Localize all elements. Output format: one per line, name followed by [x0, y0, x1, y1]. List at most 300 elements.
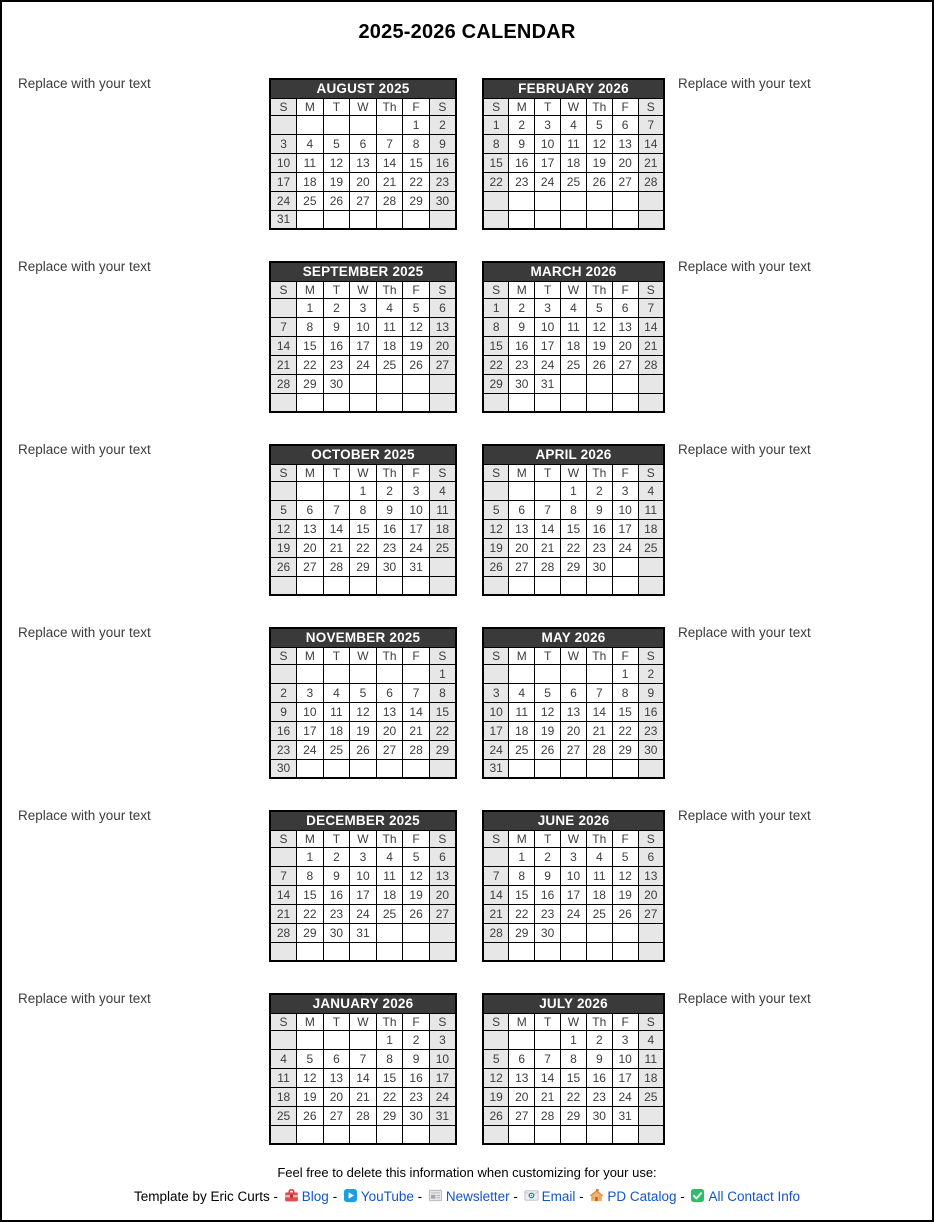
date-cell: 8: [403, 134, 430, 153]
day-header: F: [612, 281, 638, 298]
date-cell: 17: [350, 885, 377, 904]
day-header: W: [350, 1013, 377, 1030]
day-header: S: [638, 98, 664, 115]
day-header: S: [483, 464, 509, 481]
date-cell: [535, 1030, 561, 1049]
date-cell: 12: [270, 519, 297, 538]
date-cell: 17: [350, 336, 377, 355]
month-title: JANUARY 2026: [270, 994, 456, 1013]
date-cell: 26: [535, 740, 561, 759]
date-cell: 25: [297, 191, 324, 210]
date-cell: 3: [297, 683, 324, 702]
date-cell: [323, 115, 350, 134]
month-calendar: [482, 993, 665, 1145]
date-cell: 29: [561, 1106, 587, 1125]
date-cell: [638, 942, 664, 961]
date-cell: 8: [483, 134, 509, 153]
day-header: M: [509, 830, 535, 847]
date-cell: 19: [483, 1087, 509, 1106]
placeholder-text-left: Replace with your text: [18, 442, 151, 457]
date-cell: 3: [483, 683, 509, 702]
date-cell: [350, 576, 377, 595]
date-cell: [429, 374, 456, 393]
date-cell: [638, 374, 664, 393]
date-cell: 12: [483, 1068, 509, 1087]
date-cell: [561, 210, 587, 229]
date-cell: 19: [612, 885, 638, 904]
date-cell: 17: [483, 721, 509, 740]
date-cell: 5: [483, 500, 509, 519]
date-cell: 26: [483, 557, 509, 576]
day-header: T: [535, 1013, 561, 1030]
date-cell: 16: [638, 702, 664, 721]
date-cell: [350, 1030, 377, 1049]
date-cell: [561, 374, 587, 393]
date-cell: 10: [429, 1049, 456, 1068]
date-cell: [612, 759, 638, 778]
date-cell: 24: [535, 172, 561, 191]
date-cell: [297, 759, 324, 778]
date-cell: 29: [483, 374, 509, 393]
date-cell: 24: [429, 1087, 456, 1106]
date-cell: 18: [270, 1087, 297, 1106]
date-cell: 8: [612, 683, 638, 702]
date-cell: 20: [376, 721, 403, 740]
date-cell: 8: [297, 866, 324, 885]
date-cell: 20: [323, 1087, 350, 1106]
day-header: M: [297, 647, 324, 664]
date-cell: 14: [403, 702, 430, 721]
date-cell: 2: [535, 847, 561, 866]
date-cell: 26: [323, 191, 350, 210]
month-calendar: [482, 444, 665, 596]
date-cell: 11: [638, 1049, 664, 1068]
date-cell: 3: [561, 847, 587, 866]
date-cell: 19: [323, 172, 350, 191]
date-cell: 6: [323, 1049, 350, 1068]
date-cell: 25: [509, 740, 535, 759]
date-cell: 17: [561, 885, 587, 904]
month-title: APRIL 2026: [483, 445, 664, 464]
date-cell: 22: [403, 172, 430, 191]
date-cell: [297, 393, 324, 412]
date-cell: 6: [376, 683, 403, 702]
date-cell: [297, 664, 324, 683]
date-cell: [429, 1125, 456, 1144]
date-cell: 26: [403, 904, 430, 923]
date-cell: 2: [509, 298, 535, 317]
date-cell: 18: [429, 519, 456, 538]
date-cell: 11: [561, 134, 587, 153]
footer-link-pd-catalog[interactable]: PD Catalog: [607, 1189, 677, 1204]
date-cell: 18: [561, 336, 587, 355]
day-header: W: [561, 98, 587, 115]
date-cell: 10: [270, 153, 297, 172]
date-cell: 8: [561, 1049, 587, 1068]
date-cell: 21: [638, 336, 664, 355]
date-cell: 23: [509, 355, 535, 374]
date-cell: 20: [638, 885, 664, 904]
date-cell: [535, 1125, 561, 1144]
contact-check-icon: [690, 1188, 705, 1203]
date-cell: 22: [612, 721, 638, 740]
date-cell: 1: [297, 847, 324, 866]
calendar-row: [2, 993, 932, 1152]
month-calendar: [482, 627, 665, 779]
day-header: S: [429, 98, 456, 115]
date-cell: 23: [586, 1087, 612, 1106]
day-header: W: [350, 98, 377, 115]
date-cell: 31: [403, 557, 430, 576]
day-header: S: [270, 647, 297, 664]
date-cell: 30: [638, 740, 664, 759]
day-header: S: [638, 830, 664, 847]
date-cell: [429, 393, 456, 412]
month-calendar: [482, 261, 665, 413]
footer-link-youtube[interactable]: YouTube: [360, 1189, 414, 1204]
date-cell: 19: [586, 153, 612, 172]
date-cell: 30: [535, 923, 561, 942]
day-header: F: [612, 464, 638, 481]
day-header: F: [403, 830, 430, 847]
date-cell: 18: [509, 721, 535, 740]
date-cell: 12: [403, 866, 430, 885]
date-cell: 7: [270, 317, 297, 336]
date-cell: 5: [535, 683, 561, 702]
month-calendar: [269, 261, 457, 413]
date-cell: 16: [270, 721, 297, 740]
date-cell: 12: [586, 134, 612, 153]
date-cell: 18: [323, 721, 350, 740]
date-cell: [638, 759, 664, 778]
date-cell: [323, 1030, 350, 1049]
day-header: T: [323, 1013, 350, 1030]
date-cell: 11: [376, 866, 403, 885]
date-cell: [350, 393, 377, 412]
date-cell: 9: [509, 317, 535, 336]
date-cell: 17: [612, 1068, 638, 1087]
date-cell: 21: [270, 355, 297, 374]
date-cell: [612, 1125, 638, 1144]
date-cell: 1: [561, 1030, 587, 1049]
date-cell: 15: [509, 885, 535, 904]
date-cell: [323, 576, 350, 595]
date-cell: 6: [509, 500, 535, 519]
date-cell: 13: [297, 519, 324, 538]
date-cell: 20: [612, 336, 638, 355]
date-cell: [297, 481, 324, 500]
day-header: M: [297, 1013, 324, 1030]
date-cell: [535, 759, 561, 778]
footer-link-all-contact-info[interactable]: All Contact Info: [708, 1189, 801, 1204]
date-cell: [270, 942, 297, 961]
date-cell: [509, 481, 535, 500]
date-cell: 15: [483, 153, 509, 172]
date-cell: [429, 576, 456, 595]
date-cell: 25: [561, 172, 587, 191]
date-cell: 31: [350, 923, 377, 942]
date-cell: 13: [612, 317, 638, 336]
date-cell: 23: [535, 904, 561, 923]
day-header: S: [429, 281, 456, 298]
date-cell: 27: [297, 557, 324, 576]
day-header: F: [403, 647, 430, 664]
date-cell: 11: [376, 317, 403, 336]
date-cell: [561, 191, 587, 210]
date-cell: 16: [586, 1068, 612, 1087]
day-header: S: [270, 464, 297, 481]
date-cell: [509, 759, 535, 778]
date-cell: 6: [429, 847, 456, 866]
date-cell: 2: [509, 115, 535, 134]
date-cell: 31: [429, 1106, 456, 1125]
date-cell: 13: [561, 702, 587, 721]
date-cell: 26: [586, 355, 612, 374]
month-title: JUNE 2026: [483, 811, 664, 830]
date-cell: 17: [297, 721, 324, 740]
day-header: M: [509, 98, 535, 115]
date-cell: 30: [509, 374, 535, 393]
date-cell: [483, 210, 509, 229]
day-header: F: [403, 281, 430, 298]
date-cell: 1: [297, 298, 324, 317]
date-cell: [350, 374, 377, 393]
date-cell: [561, 1125, 587, 1144]
day-header: S: [638, 464, 664, 481]
date-cell: 25: [638, 538, 664, 557]
date-cell: 25: [638, 1087, 664, 1106]
date-cell: 17: [270, 172, 297, 191]
date-cell: 3: [403, 481, 430, 500]
day-header: M: [509, 647, 535, 664]
month-calendar: [269, 627, 457, 779]
date-cell: 8: [509, 866, 535, 885]
date-cell: 21: [586, 721, 612, 740]
date-cell: 1: [350, 481, 377, 500]
date-cell: 9: [586, 1049, 612, 1068]
day-header: Th: [586, 830, 612, 847]
day-header: S: [483, 1013, 509, 1030]
date-cell: [323, 1125, 350, 1144]
month-calendar: [482, 810, 665, 962]
date-cell: 20: [561, 721, 587, 740]
day-header: W: [350, 647, 377, 664]
date-cell: 17: [403, 519, 430, 538]
date-cell: 13: [429, 317, 456, 336]
day-header: Th: [586, 1013, 612, 1030]
date-cell: 18: [561, 153, 587, 172]
date-cell: 27: [561, 740, 587, 759]
date-cell: [509, 393, 535, 412]
date-cell: 27: [638, 904, 664, 923]
date-cell: 26: [483, 1106, 509, 1125]
date-cell: 29: [297, 923, 324, 942]
date-cell: [483, 1030, 509, 1049]
date-cell: [323, 942, 350, 961]
date-cell: 13: [323, 1068, 350, 1087]
date-cell: [376, 664, 403, 683]
date-cell: [483, 664, 509, 683]
date-cell: 4: [638, 481, 664, 500]
date-cell: 13: [350, 153, 377, 172]
date-cell: 25: [429, 538, 456, 557]
date-cell: 6: [561, 683, 587, 702]
date-cell: [612, 191, 638, 210]
date-cell: 30: [403, 1106, 430, 1125]
day-header: Th: [586, 98, 612, 115]
date-cell: [638, 191, 664, 210]
footer-link-email[interactable]: Email: [541, 1189, 576, 1204]
date-cell: [297, 1125, 324, 1144]
date-cell: 30: [586, 1106, 612, 1125]
date-cell: 27: [350, 191, 377, 210]
blog-toolbox-icon: [284, 1188, 299, 1203]
day-header: M: [509, 464, 535, 481]
date-cell: 10: [612, 1049, 638, 1068]
date-cell: [638, 1106, 664, 1125]
placeholder-text-right: Replace with your text: [678, 76, 811, 91]
date-cell: 28: [350, 1106, 377, 1125]
date-cell: 4: [376, 847, 403, 866]
date-cell: 26: [403, 355, 430, 374]
date-cell: 7: [376, 134, 403, 153]
date-cell: [376, 759, 403, 778]
placeholder-text-right: Replace with your text: [678, 625, 811, 640]
date-cell: [638, 393, 664, 412]
date-cell: [535, 210, 561, 229]
month-calendar: [269, 993, 457, 1145]
newsletter-newspaper-icon: [428, 1188, 443, 1203]
date-cell: 4: [297, 134, 324, 153]
footer-link-newsletter[interactable]: Newsletter: [445, 1189, 510, 1204]
date-cell: [509, 1125, 535, 1144]
date-cell: 13: [612, 134, 638, 153]
date-cell: 8: [483, 317, 509, 336]
date-cell: 18: [586, 885, 612, 904]
date-cell: [270, 576, 297, 595]
date-cell: 14: [270, 885, 297, 904]
date-cell: 10: [297, 702, 324, 721]
day-header: Th: [586, 647, 612, 664]
date-cell: 7: [535, 1049, 561, 1068]
date-cell: [612, 942, 638, 961]
date-cell: [612, 557, 638, 576]
date-cell: 19: [403, 885, 430, 904]
day-header: F: [403, 1013, 430, 1030]
date-cell: [323, 393, 350, 412]
date-cell: 20: [297, 538, 324, 557]
date-cell: [509, 191, 535, 210]
date-cell: 10: [403, 500, 430, 519]
date-cell: 21: [483, 904, 509, 923]
month-title: FEBRUARY 2026: [483, 79, 664, 98]
date-cell: 6: [509, 1049, 535, 1068]
date-cell: 24: [270, 191, 297, 210]
date-cell: 20: [429, 336, 456, 355]
date-cell: 13: [429, 866, 456, 885]
date-cell: [270, 115, 297, 134]
date-cell: 21: [323, 538, 350, 557]
date-cell: 9: [323, 317, 350, 336]
day-header: Th: [376, 464, 403, 481]
date-cell: [376, 1125, 403, 1144]
date-cell: 13: [638, 866, 664, 885]
date-cell: 6: [612, 298, 638, 317]
date-cell: 19: [403, 336, 430, 355]
date-cell: 25: [561, 355, 587, 374]
date-cell: [561, 664, 587, 683]
date-cell: 29: [403, 191, 430, 210]
date-cell: [270, 847, 297, 866]
month-calendar: [269, 810, 457, 962]
date-cell: 30: [429, 191, 456, 210]
date-cell: [376, 374, 403, 393]
date-cell: 25: [270, 1106, 297, 1125]
date-cell: 3: [429, 1030, 456, 1049]
date-cell: 29: [376, 1106, 403, 1125]
date-cell: 2: [323, 847, 350, 866]
date-cell: [509, 1030, 535, 1049]
month-title: DECEMBER 2025: [270, 811, 456, 830]
date-cell: 29: [297, 374, 324, 393]
month-title: OCTOBER 2025: [270, 445, 456, 464]
date-cell: 14: [350, 1068, 377, 1087]
date-cell: 30: [270, 759, 297, 778]
footer-note: Feel free to delete this information when customizing for your use:: [277, 1165, 657, 1180]
date-cell: 14: [483, 885, 509, 904]
date-cell: 6: [350, 134, 377, 153]
date-cell: [586, 942, 612, 961]
date-cell: 14: [270, 336, 297, 355]
date-cell: 22: [429, 721, 456, 740]
day-header: S: [429, 830, 456, 847]
date-cell: [350, 942, 377, 961]
date-cell: [323, 759, 350, 778]
day-header: Th: [376, 281, 403, 298]
date-cell: 18: [638, 519, 664, 538]
date-cell: [535, 576, 561, 595]
date-cell: [612, 923, 638, 942]
date-cell: [535, 191, 561, 210]
day-header: F: [612, 1013, 638, 1030]
date-cell: 1: [483, 298, 509, 317]
date-cell: [270, 481, 297, 500]
footer-links: [2, 1188, 932, 1204]
placeholder-text-left: Replace with your text: [18, 625, 151, 640]
date-cell: 19: [586, 336, 612, 355]
day-header: W: [561, 830, 587, 847]
date-cell: 22: [376, 1087, 403, 1106]
date-cell: 15: [561, 519, 587, 538]
date-cell: 7: [535, 500, 561, 519]
date-cell: 2: [323, 298, 350, 317]
date-cell: 10: [535, 317, 561, 336]
date-cell: [612, 576, 638, 595]
date-cell: 20: [612, 153, 638, 172]
date-cell: 4: [638, 1030, 664, 1049]
day-header: S: [638, 647, 664, 664]
day-header: Th: [376, 647, 403, 664]
date-cell: 21: [350, 1087, 377, 1106]
date-cell: 24: [350, 355, 377, 374]
placeholder-text-right: Replace with your text: [678, 808, 811, 823]
footer-link-blog[interactable]: Blog: [301, 1189, 329, 1204]
date-cell: 2: [403, 1030, 430, 1049]
day-header: S: [483, 98, 509, 115]
day-header: F: [612, 98, 638, 115]
date-cell: 9: [429, 134, 456, 153]
date-cell: [403, 393, 430, 412]
